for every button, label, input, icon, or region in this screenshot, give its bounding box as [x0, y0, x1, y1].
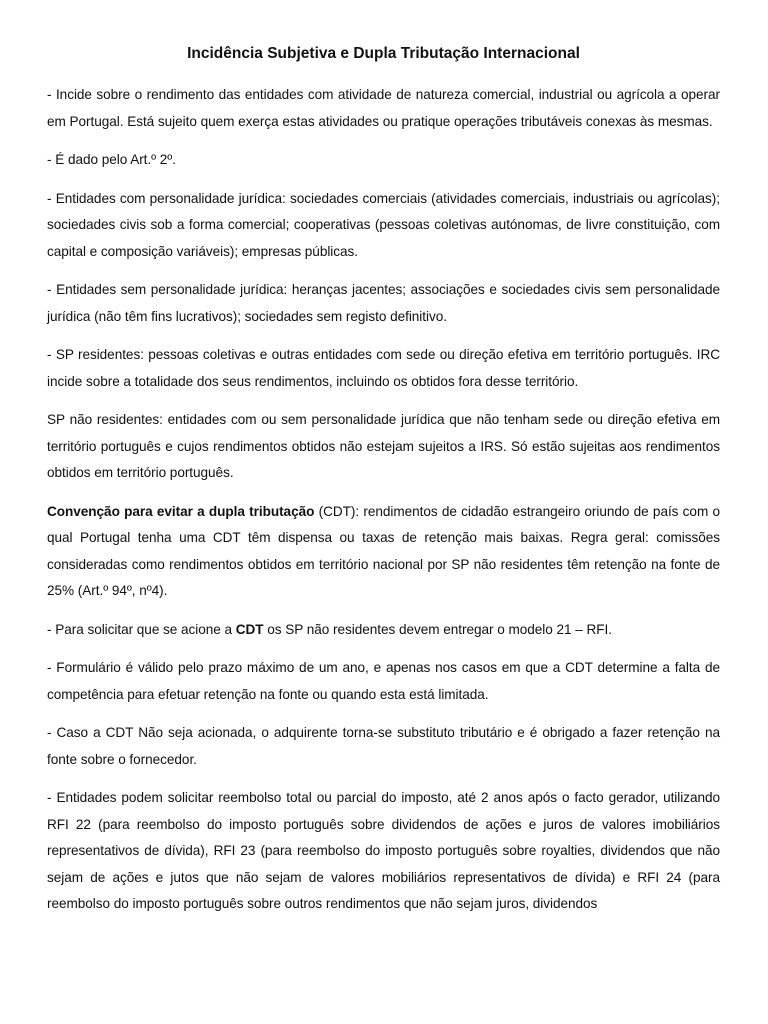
paragraph-legal-entities: [47, 186, 720, 266]
paragraph-text: - É dado pelo Art.º 2º.: [47, 152, 176, 167]
paragraph-non-legal-entities: [47, 277, 720, 330]
paragraph-text: - Entidades podem solicitar reembolso total ou parcial do imposto, até 2 anos após o facto gerador, utilizando RFI 22 (para reembolso do imposto português sobre dividendos de ações e juros de valores imobiliários representativos de dívida), RFI 23 (para reembolso do imposto português sobre royalties, dividendos que não sejam de ações e jutos que não sejam de valores mobiliários representativos de dívida) e RFI 24 (para reembolso do imposto português sobre outros rendimentos que não sejam juros, dividendos: [47, 790, 720, 911]
paragraph-text: SP não residentes: entidades com ou sem personalidade jurídica que não tenham sede ou direção efetiva em território português e cujos rendimentos obtidos não estejam sujeitos a IRS. Só estão sujeitas aos rendimentos obtidos em território português.: [47, 412, 720, 480]
paragraph-refund: [47, 785, 720, 918]
paragraph-incidence: [47, 82, 720, 135]
paragraph-text: (CDT): rendimentos de cidadão estrangeiro oriundo de país com o qual Portugal tenha uma CDT têm dispensa ou taxas de retenção mais baixas. Regra geral: comissões consideradas como rendimentos obtidos em território nacional por SP não residentes têm retenção na fonte de 25% (Art.º 94º, nº4).: [47, 503, 720, 598]
paragraph-cdt-not-activated: [47, 720, 720, 773]
paragraph-non-resident-sp: [47, 407, 720, 487]
paragraph-text: - Entidades sem personalidade jurídica: heranças jacentes; associações e sociedades civis sem personalidade jurídica (não têm fins lucrativos); sociedades sem registo definitivo.: [47, 282, 720, 324]
bold-term: CDT: [235, 621, 264, 637]
paragraph-text: - Incide sobre o rendimento das entidades com atividade de natureza comercial, industrial ou agrícola a operar em Portugal. Está sujeito quem exerça estas atividades ou pratique operações tributáveis conexas às mesmas.: [47, 87, 720, 129]
paragraph-text: - Entidades com personalidade jurídica: sociedades comerciais (atividades comerciais, industriais ou agrícolas); sociedades civis sob a forma comercial; cooperativas (pessoas coletivas autónomas, de livre constituição, com capital e composição variáveis); empresas públicas.: [47, 190, 720, 259]
paragraph-text-before: - Para solicitar que se acione a: [47, 621, 236, 637]
document-title: Incidência Subjetiva e Dupla Tributação Internacional: [187, 45, 580, 62]
paragraph-resident-sp: [47, 342, 720, 395]
paragraph-article-2: [47, 147, 720, 174]
paragraph-text: - Caso a CDT Não seja acionada, o adquirente torna-se substituto tributário e é obrigado a fazer retenção na fonte sobre o fornecedor.: [47, 725, 720, 767]
document-page: [47, 42, 720, 930]
paragraph-text: - SP residentes: pessoas coletivas e outras entidades com sede ou direção efetiva em território português. IRC incide sobre a totalidade dos seus rendimentos, incluindo os obtidos fora desse território.: [47, 347, 720, 389]
paragraph-cdt-request: [47, 617, 720, 644]
paragraph-cdt-convention: [47, 499, 720, 605]
paragraph-text: os SP não residentes devem entregar o modelo 21 – RFI.: [263, 621, 612, 637]
paragraph-form-validity: [47, 655, 720, 708]
paragraph-text: - Formulário é válido pelo prazo máximo de um ano, e apenas nos casos em que a CDT determine a falta de competência para efetuar retenção na fonte ou quando esta está limitada.: [47, 660, 720, 702]
bold-term: Convenção para evitar a dupla tributação: [47, 503, 315, 519]
